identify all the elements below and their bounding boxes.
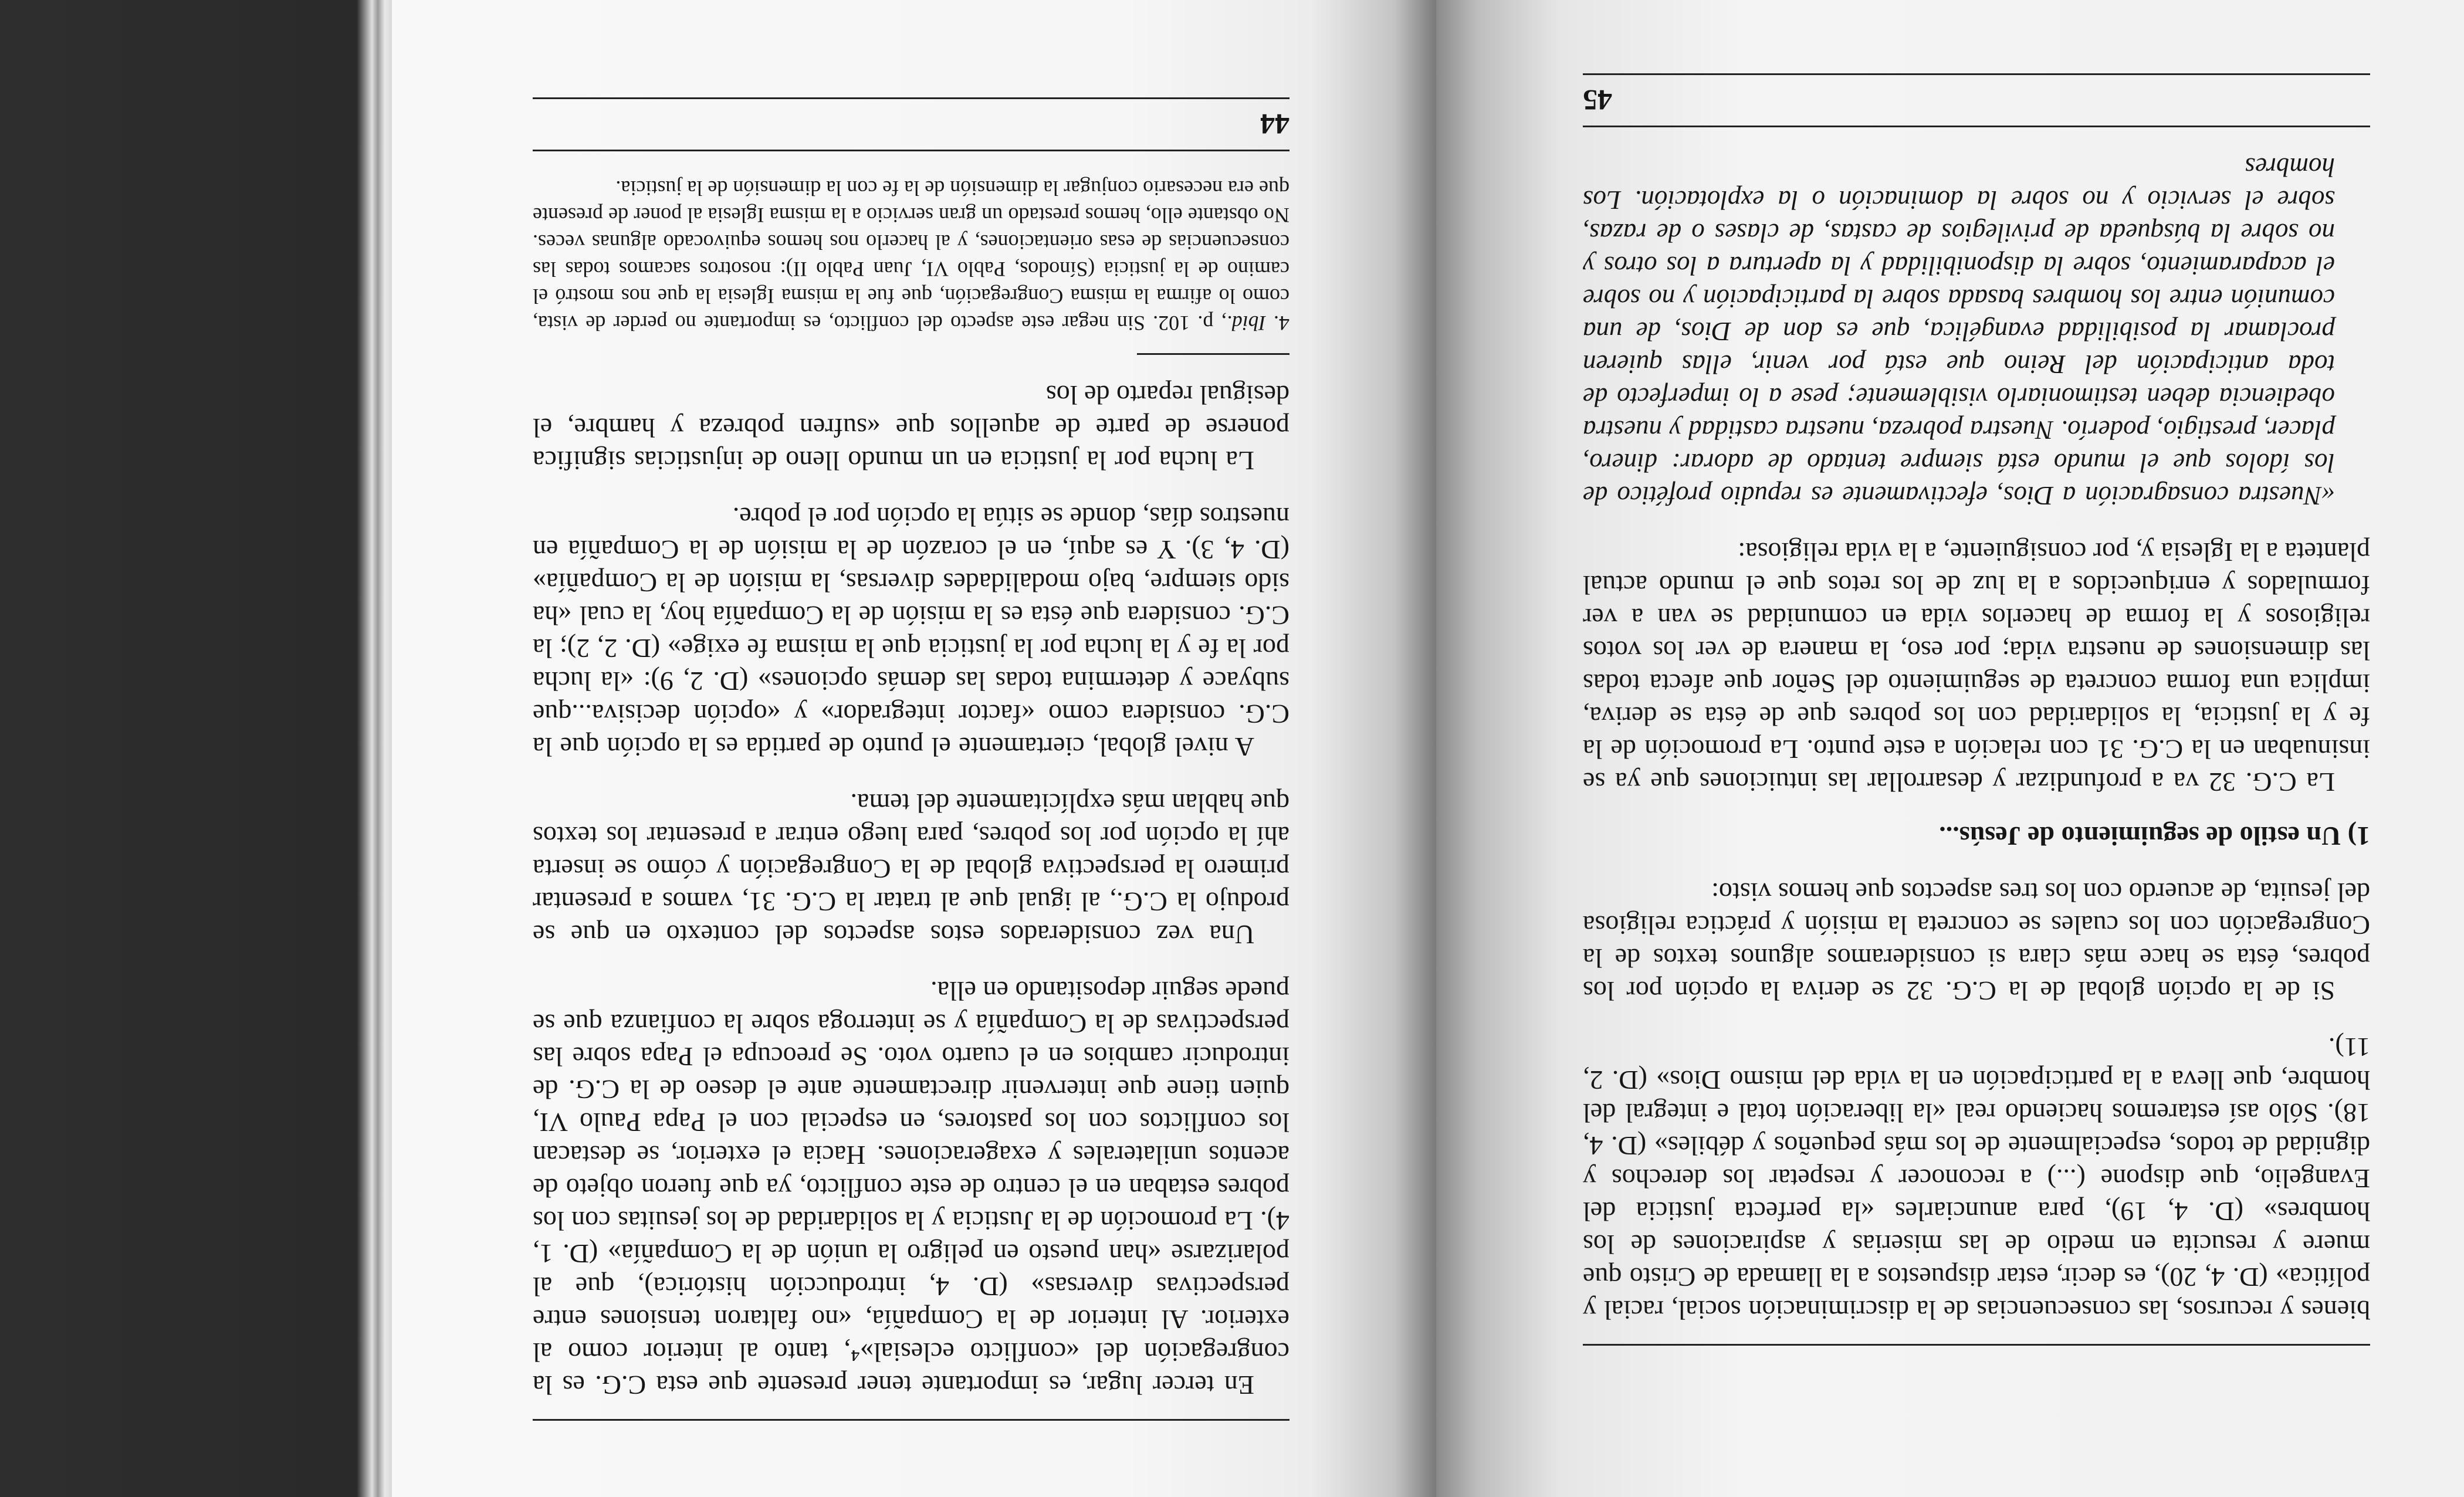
paragraph-a-nivel-global: A nivel global, ciertamente el punto de partida es la opción que la C.G. considera como «factor integrador» y «opción decisiva...que subyace y determina todas las demás opciones» (D. 2, 9): «la lucha por la fe y la lucha por la justicia que la misma fe exige» (D. 2, 2); la C.G. considera que ésta es la misión de la Compañía hoy, la cual «ha sido siempre, bajo modalidades diversas, la misión de la Compañía» (D. 4, 3). Y es aquí, en el corazón de la misión de la Compañía en nuestros días, donde se sitúa la opción por el pobre. [533,502,1289,762]
section-heading: 1) Un estilo de seguimiento de Jesús... [1939,821,2370,851]
page-number-44: 44 [1260,108,1289,141]
top-rule [1583,1344,2370,1346]
folio-row-44 [533,97,1289,151]
page-45 [1436,0,2464,1497]
paragraph-si-de-la-opcion: Si de la opción global de la C.G. 32 se deriva la opción por los pobres, ésta se hace más clara si consideramos algunos textos de la Congregación con los cuales se concreta la misión y práctica religiosa del jesuita, de acuerdo con los tres aspectos que hemos visto: [1583,878,2370,1006]
footnote-number: 4. [1274,311,1289,335]
top-rule [533,1419,1289,1421]
page-44 [392,0,1436,1497]
paragraph-tercer-lugar: En tercer lugar, es importante tener presente que esta C.G. es la congregación del «conflicto eclesial»⁴, tanto al interior como al exterior. Al interior de la Compañía, «no faltaron tensiones entre perspectivas diversas» (D. 4, introducción histórica), que al polarizarse «han puesto en peligro la unión de la Compañía» (D. 1, 4). La promoción de la Justicia y la solidaridad de los jesuitas con los pobres estaban en el centro de este conflicto, ya que fueron objeto de acentos unilaterales y exageraciones. Hacia el exterior, se destacan los conflictos con los pastores, en especial con el Papa Paulo VI, quien tiene que intervenir directamente ante el deseo de la C.G. de introducir cambios en el cuarto voto. Se preocupa el Papa sobre las perspectivas de la Compañía y se interroga sobre la confianza que se puede seguir depositando en ella. [533,976,1289,1400]
footnote-ibid: Ibid. [1226,311,1266,335]
paragraph-bienes: bienes y recursos, las consecuencias de la discriminación social, racial y política» (D. 4, 20), es decir, estar dispuestos a la llamada de Cristo que muere y resucita en medio de las miserias y aspiraciones de los hombres» (D. 4, 19), para anunciarles «la perfecta justicia del Evangelio, que dispone (...) a reconocer y respetar los derechos y dignidad de todos, especialmente de los más pequeños y débiles» (D. 4, 18). Sólo así estaremos haciendo real «la liberación total e integral del hombre, que lleva a la participación en la vida del mismo Dios» (D. 2, 11). [1583,1032,2370,1325]
footnote-text: , p. 102. Sin negar este aspecto del conflicto, es importante no perder de vista, como lo afirma la misma Congregación, que fue la misma Iglesia la que nos mostró el camino de la justicia (Sínodos, Pablo VI, Juan Pablo II): nosotros sacamos todas las consecuencias de esas orientaciones, y al hacerlo nos hemos equivocado algunas veces. No obstante ello, hemos prestado un gran servicio a la misma Iglesia al poner de presente que era necesario conjugar la dimensión de la fe con la dimensión de la justicia. [533,177,1289,335]
paragraph-cg32: La C.G. 32 va a profundizar y desarrollar las intuiciones que ya se insinuaban en la C.G. 31 con relación a este punto. La promoción de la fe y la justicia, la solidaridad con los pobres que de ésta se deriva, implica una forma concreta de seguimiento del Señor que afecta todas las dimensiones de nuestra vida; por eso, la manera de ver los votos religiosos y la forma de hacerlos vida en comunidad se van a ver formulados y enriquecidos a la luz de los retos que el mundo actual planteta a la Iglesia y, por consiguiente, a la vida religiosa: [1583,537,2370,797]
paragraph-una-vez: Una vez considerados estos aspectos del contexto en que se produjo la C.G., al igual que al tratar la C.G. 31, vamos a presentar primero la perspectiva global de la Congregación y cómo se inserta ahí la opción por los pobres, para luego entrar a presentar los textos que hablan más explícitamente del tema. [533,788,1289,950]
quote-consagracion: «Nuestra consagración a Dios, efectivamente es repudio profético de los ídolos que el mundo está siempre tentado de adorar: dinero, placer, prestigio, poderío. Nuestra pobreza, nuestra castidad y nuestra obediencia deben testimoniarlo visiblemente; pese a lo imperfecto de toda anticipación del Reino que está por venir, ellas quieren proclamar la posibilidad evangélica, que es don de Dios, de una comunión entre los hombres basada sobre la participación y no sobre el acaparamiento, sobre la disponibilidad y la apertura a los otros y no sobre la búsqueda de privilegios de castas, de clases o de razas, sobre el servicio y no sobre la dominación o la explotación. Los hombres [1583,153,2335,510]
paragraph-la-lucha: La lucha por la justicia en un mundo lleno de injusticias significa ponerse de parte de aquellos que «sufren pobreza y hambre, el desigual reparto de los [533,380,1289,476]
folio-row-45 [1583,73,2370,127]
book-edge [0,0,392,1497]
page-number-45: 45 [1583,84,1612,117]
footnote-4 [533,175,1289,337]
footnote-rule [1137,353,1289,355]
